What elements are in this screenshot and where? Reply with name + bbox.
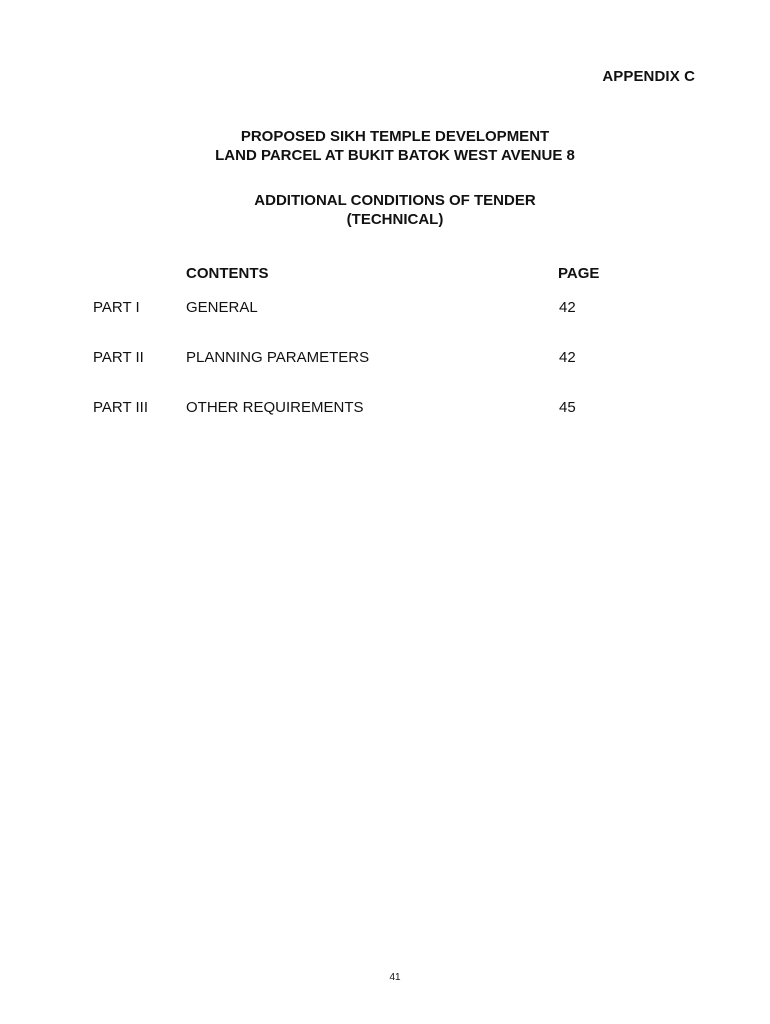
- title-line-2: LAND PARCEL AT BUKIT BATOK WEST AVENUE 8: [215, 147, 575, 164]
- toc-part-label: PART I: [93, 299, 140, 316]
- toc-page-number: 45: [559, 399, 576, 416]
- document-subtitle: [0, 191, 770, 229]
- subtitle-line-1: ADDITIONAL CONDITIONS OF TENDER: [254, 192, 536, 209]
- toc-section-title: GENERAL: [186, 299, 258, 316]
- toc-row: [0, 349, 770, 369]
- toc-part-label: PART II: [93, 349, 144, 366]
- toc-page-heading: PAGE: [558, 265, 600, 282]
- toc-page-number: 42: [559, 349, 576, 366]
- toc-section-title: PLANNING PARAMETERS: [186, 349, 370, 366]
- toc-row: [0, 299, 770, 319]
- page-number: 41: [389, 972, 401, 983]
- appendix-label: APPENDIX C: [602, 68, 695, 85]
- toc-row: [0, 399, 770, 419]
- toc-part-label: PART III: [93, 399, 149, 416]
- toc-page-number: 42: [559, 299, 576, 316]
- document-title: [0, 127, 770, 165]
- title-line-1: PROPOSED SIKH TEMPLE DEVELOPMENT: [240, 128, 550, 145]
- toc-contents-heading: CONTENTS: [186, 265, 269, 282]
- toc-section-title: OTHER REQUIREMENTS: [186, 399, 364, 416]
- subtitle-line-2: (TECHNICAL): [346, 211, 444, 228]
